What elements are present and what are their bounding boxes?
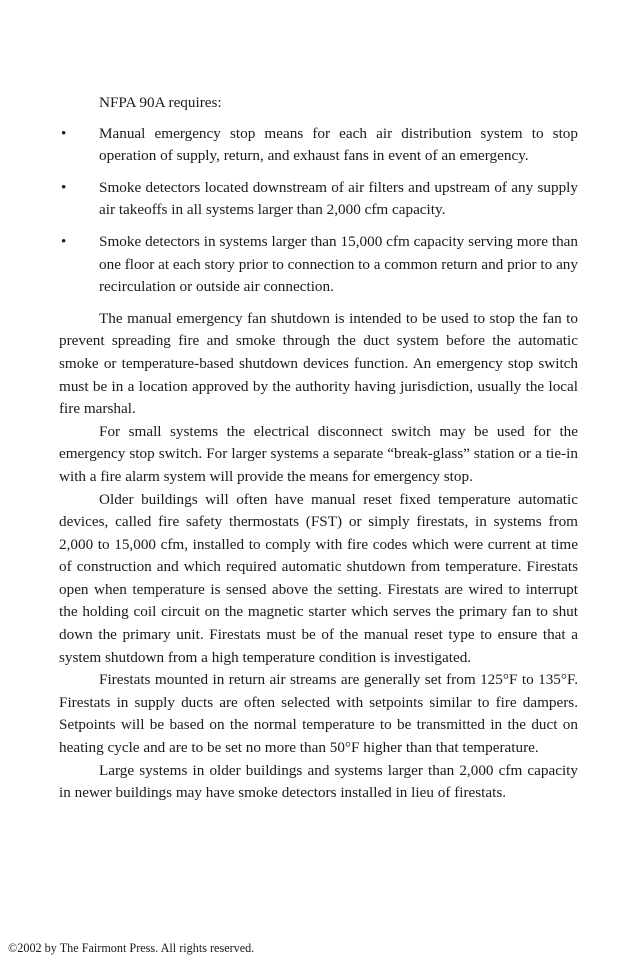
list-item-text: Smoke detectors located downstream of air filters and upstream of any supply air takeoffs in all systems larger than 2,000 cfm capacity. bbox=[99, 178, 578, 219]
copyright-footer: ©2002 by The Fairmont Press. All rights reserved. bbox=[8, 941, 255, 955]
list-item bbox=[59, 123, 578, 168]
intro-line: NFPA 90A requires: bbox=[99, 94, 222, 111]
requirements-list bbox=[59, 123, 578, 299]
list-item bbox=[59, 231, 578, 299]
paragraph: Older buildings will often have manual reset fixed temperature automatic devices, called fire safety thermostats (FST) or simply firestats, in systems from 2,000 to 15,000 cfm, installed to comply with fire codes which were current at time of construction and which required automatic shutdown from temperature. Firestats open when temperature is sensed above the setting. Firestats are wired to interrupt the holding coil circuit on the magnetic starter which serves the primary fan to shut down the primary unit. Firestats must be of the manual reset type to ensure that a system shutdown from a high temperature condition is investigated. bbox=[59, 490, 578, 666]
page-body bbox=[59, 92, 578, 805]
bullet-icon: • bbox=[61, 178, 67, 196]
paragraph: For small systems the electrical disconnect switch may be used for the emergency stop switch. For larger systems a separate “break-glass” station or a tie-in with a fire alarm system will provide the means for emergency stop. bbox=[59, 422, 578, 485]
bullet-icon: • bbox=[61, 124, 67, 142]
paragraph: Firestats mounted in return air streams are generally set from 125°F to 135°F. Firestats in supply ducts are often selected with setpoints similar to fire dampers. Setpoints will be based on the normal temperature to be transmitted in the duct on heating cycle and are to be set no more than 50°F higher than that temperature. bbox=[59, 671, 578, 757]
bullet-icon: • bbox=[61, 232, 67, 250]
paragraph: Large systems in older buildings and systems larger than 2,000 cfm capacity in newer buildings may have smoke detectors installed in lieu of firestats. bbox=[59, 761, 578, 802]
paragraph: The manual emergency fan shutdown is intended to be used to stop the fan to prevent spreading fire and smoke through the duct system before the automatic smoke or temperature-based shutdown devices function. An emergency stop switch must be in a location approved by the authority having jurisdiction, usually the local fire marshal. bbox=[59, 309, 578, 418]
list-item bbox=[59, 177, 578, 222]
list-item-text: Smoke detectors in systems larger than 15,000 cfm capacity serving more than one floor at each story prior to connection to a common return and prior to any recirculation or outside air connection. bbox=[99, 232, 578, 296]
list-item-text: Manual emergency stop means for each air distribution system to stop operation of supply, return, and exhaust fans in event of an emergency. bbox=[99, 124, 578, 165]
